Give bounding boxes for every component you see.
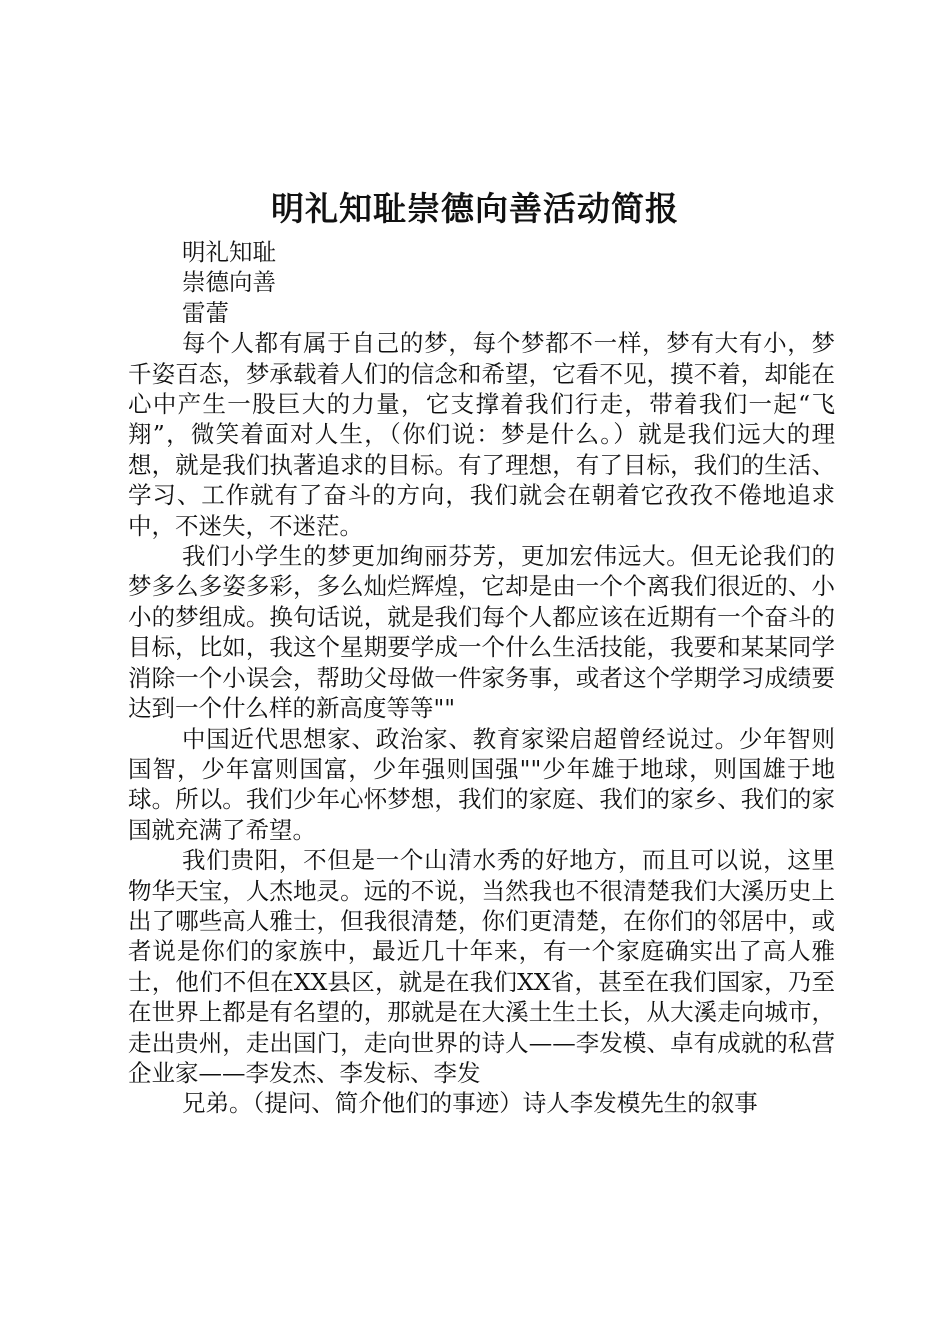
paragraph-2: 我们小学生的梦更加绚丽芬芳，更加宏伟远大。但无论我们的梦多么多姿多彩，多么灿烂辉煌，它却是由一个个离我们很近的、小小的梦组成。换句话说，就是我们每个人都应该在近期有一个奋斗的目标，比如，我这个星期要学成一个什么生活技能，我要和某某同学消除一个小误会，帮助父母做一件家务事，或者这个学期学习成绩要达到一个什么样的新高度等等"" — [128, 542, 835, 723]
author-name: 雷蕾 — [182, 298, 230, 327]
subhead-2: 崇德向善 — [182, 268, 277, 297]
document-title: 明礼知耻崇德向善活动简报 — [271, 189, 679, 228]
paragraph-1: 每个人都有属于自己的梦，每个梦都不一样，梦有大有小，梦千姿百态，梦承载着人们的信念和希望，它看不见，摸不着，却能在心中产生一股巨大的力量，它支撑着我们行走，带着我们一起“飞翔”，微笑着面对人生，（你们说：梦是什么。）就是我们远大的理想，就是我们执著追求的目标。有了理想，有了目标，我们的生活、学习、工作就有了奋斗的方向，我们就会在朝着它孜孜不倦地追求中，不迷失，不迷茫。 — [128, 329, 835, 540]
paragraph-4: 我们贵阳，不但是一个山清水秀的好地方，而且可以说，这里物华天宝，人杰地灵。远的不说，当然我也不很清楚我们大溪历史上出了哪些高人雅士，但我很清楚，你们更清楚，在你们的邻居中，或者说是你们的家族中，最近几十年来，有一个家庭确实出了高人雅士，他们不但在XX县区，就是在我们XX省，甚至在我们国家，乃至在世界上都是有名望的，那就是在大溪土生土长，从大溪走向城市，走出贵州，走出国门，走向世界的诗人——李发模、卓有成就的私营企业家——李发杰、李发标、李发 — [128, 846, 835, 1087]
subhead-1: 明礼知耻 — [182, 238, 277, 266]
document-body — [128, 237, 835, 1119]
paragraph-3: 中国近代思想家、政治家、教育家梁启超曾经说过。少年智则国智，少年富则国富，少年强则国强""少年雄于地球，则国雄于地球。所以。我们少年心怀梦想，我们的家庭、我们的家乡、我们的家国就充满了希望。 — [128, 724, 835, 844]
paragraph-5: 兄弟。（提问、简介他们的事迹）诗人李发模先生的叙事 — [182, 1089, 758, 1118]
